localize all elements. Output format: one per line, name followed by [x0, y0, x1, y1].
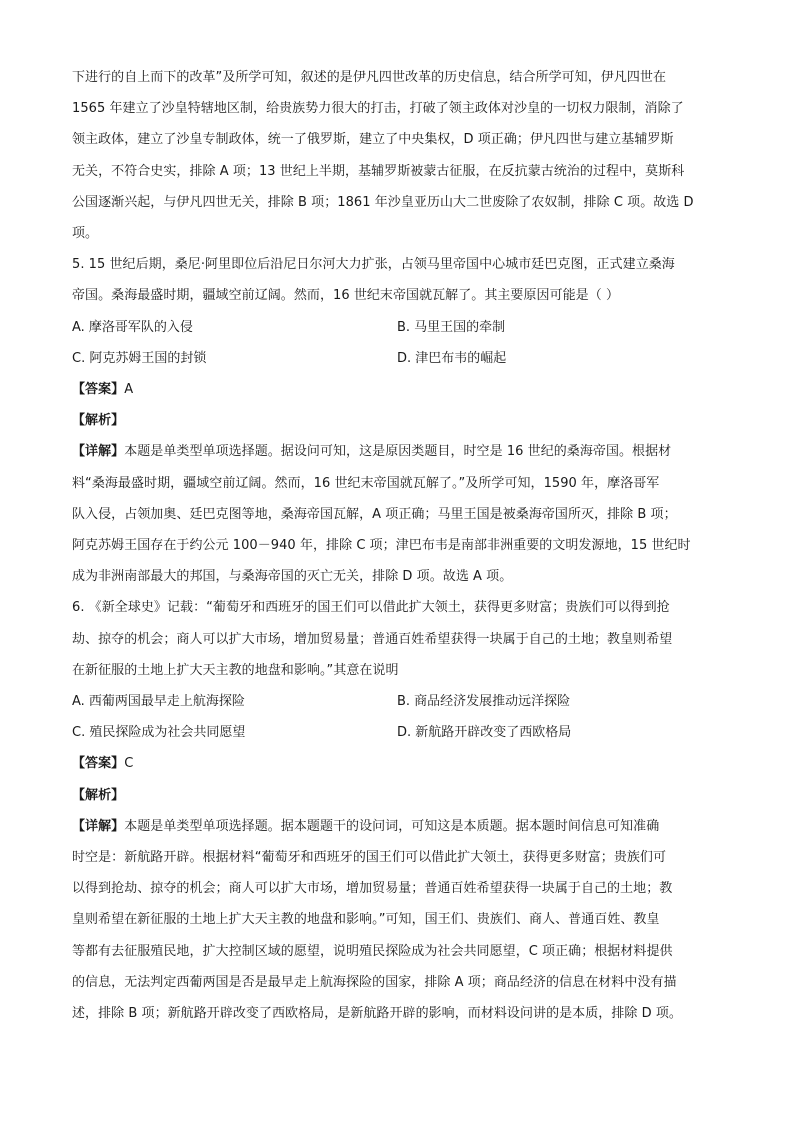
detail-tag: 【详解】	[72, 818, 125, 834]
detail-line	[72, 436, 726, 467]
option-b: B. 商品经济发展推动远洋探险	[397, 694, 571, 710]
option-c: C. 阿克苏姆王国的封锁	[72, 350, 207, 366]
question-stem-line: 劫、掠夺的机会；商人可以扩大市场，增加贸易量；普通百姓希望获得一块属于自己的土地；教皇则希望	[72, 631, 673, 647]
option-b: B. 马里王国的牵制	[397, 319, 506, 335]
option-a: A. 摩洛哥军队的入侵	[72, 319, 193, 335]
text-line: 下进行的自上而下的改革”及所学可知，叙述的是伊凡四世改革的历史信息，结合所学可知，伊凡四世在	[72, 70, 667, 85]
answer-line	[72, 374, 726, 405]
detail-line: 述，排除 B 项；新航路开辟改变了西欧格局，是新航路开辟的影响，而材料设问讲的是本质，排除 D 项。	[72, 1006, 682, 1022]
question-6	[72, 592, 726, 1029]
answer-line	[72, 748, 726, 779]
options-row	[72, 717, 726, 748]
text-line: 领主政体，建立了沙皇专制政体，统一了俄罗斯，建立了中央集权，D 项正确；伊凡四世与建立基辅罗斯	[72, 132, 674, 148]
text-line: 项。	[72, 226, 99, 242]
detail-line	[72, 811, 726, 842]
answer-value: C	[124, 756, 134, 772]
text-line: 无关，不符合史实，排除 A 项；13 世纪上半期，基辅罗斯被蒙古征服，在反抗蒙古统治的过程中，莫斯科	[72, 163, 685, 179]
option-d: D. 津巴布韦的崛起	[397, 350, 507, 366]
analysis-line	[72, 780, 726, 811]
answer-tag: 【答案】	[72, 382, 125, 398]
question-stem-line: 在新征服的土地上扩大天主教的地盘和影响。”其意在说明	[72, 662, 399, 678]
detail-line: 成为非洲南部最大的邦国，与桑海帝国的灭亡无关，排除 D 项。故选 A 项。	[72, 569, 513, 585]
question-stem-line: 6. 《新全球史》记载：“葡萄牙和西班牙的国王们可以借此扩大领土，获得更多财富；贵族们可以得到抢	[72, 600, 670, 616]
detail-text: 本题是单类型单项选择题。据设问可知，这是原因类题目，时空是 16 世纪的桑海帝国。根据材	[124, 444, 672, 460]
analysis-tag: 【解析】	[72, 413, 125, 429]
detail-line: 阿克苏姆王国存在于约公元 100－940 年，排除 C 项；津巴布韦是南部非洲重要的文明发源地，15 世纪时	[72, 538, 691, 554]
detail-tag: 【详解】	[72, 444, 125, 460]
options-row	[72, 686, 726, 717]
detail-text: 本题是单类型单项选择题。据本题题干的设问词，可知这是本质题。据本题时间信息可知准确	[124, 818, 660, 834]
detail-line: 队入侵，占领加奥、廷巴克图等地，桑海帝国瓦解，A 项正确；马里王国是被桑海帝国所灭，排除 B 项；	[72, 506, 677, 522]
option-c: C. 殖民探险成为社会共同愿望	[72, 725, 246, 741]
detail-line: 时空是：新航路开辟。根据材料“葡萄牙和西班牙的国王们可以借此扩大领土，获得更多财富；贵族们可	[72, 850, 667, 866]
option-d: D. 新航路开辟改变了西欧格局	[397, 725, 572, 741]
detail-line: 等都有去征服殖民地，扩大控制区域的愿望，说明殖民探险成为社会共同愿望，C 项正确；根据材料提供	[72, 943, 673, 959]
option-a: A. 西葡两国最早走上航海探险	[72, 694, 245, 710]
answer-value: A	[124, 382, 134, 398]
detail-line: 以得到抢劫、掠夺的机会；商人可以扩大市场，增加贸易量；普通百姓希望获得一块属于自己的土地；教	[72, 881, 673, 897]
question-stem-line: 5. 15 世纪后期，桑尼·阿里即位后沿尼日尔河大力扩张，占领马里帝国中心城市廷巴克图，正式建立桑海	[72, 257, 675, 273]
detail-line: 料“桑海最盛时期，疆域空前辽阔。然而，16 世纪末帝国就瓦解了。”及所学可知，1590 年，摩洛哥军	[72, 475, 660, 491]
text-line: 公国逐渐兴起，与伊凡四世无关，排除 B 项；1861 年沙皇亚历山大二世废除了农奴制，排除 C 项。故选 D	[72, 194, 694, 210]
options-row	[72, 312, 726, 343]
analysis-line	[72, 405, 726, 436]
document-page	[72, 62, 726, 1029]
detail-line: 皇则希望在新征服的土地上扩大天主教的地盘和影响。”可知，国王们、贵族们、商人、普通百姓、教皇	[72, 912, 660, 928]
previous-answer-explanation	[72, 62, 726, 249]
text-line: 1565 年建立了沙皇特辖地区制，给贵族势力很大的打击，打破了领主政体对沙皇的一切权力限制，消除了	[72, 101, 684, 117]
question-stem-line: 帝国。桑海最盛时期，疆域空前辽阔。然而，16 世纪末帝国就瓦解了。其主要原因可能是（ ）	[72, 288, 620, 304]
question-5	[72, 249, 726, 592]
answer-tag: 【答案】	[72, 756, 125, 772]
analysis-tag: 【解析】	[72, 787, 125, 803]
detail-line: 的信息，无法判定西葡两国是否是最早走上航海探险的国家，排除 A 项；商品经济的信息在材料中没有描	[72, 974, 677, 990]
options-row	[72, 343, 726, 374]
